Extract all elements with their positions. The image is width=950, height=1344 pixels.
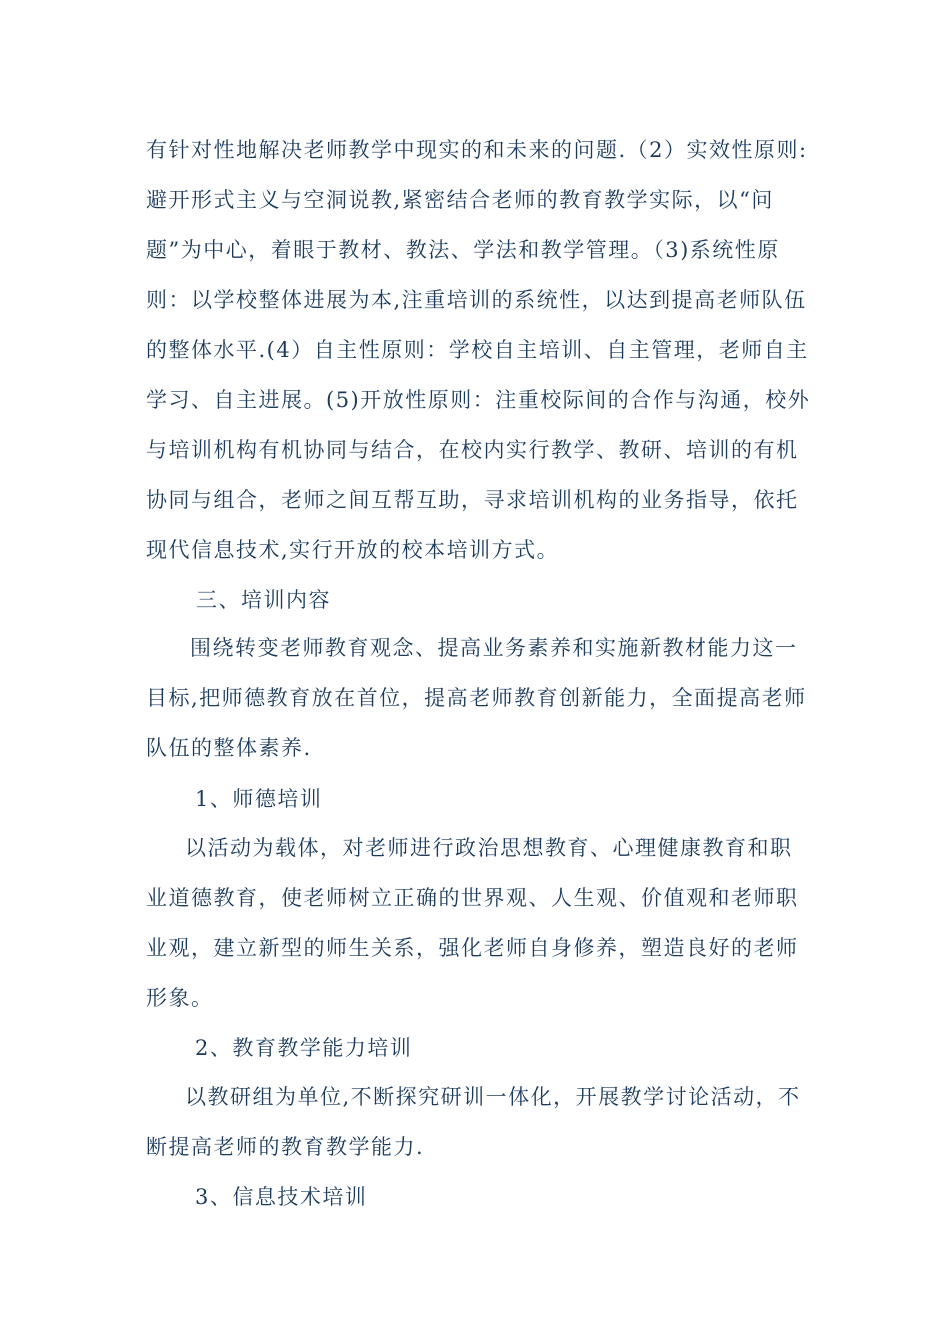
body-text-line: 学习、自主进展。(5)开放性原则：注重校际间的合作与沟通，校外	[146, 388, 811, 412]
body-text-line: 围绕转变老师教育观念、提高业务素养和实施新教材能力这一	[190, 636, 798, 660]
body-text-line: 现代信息技术,实行开放的校本培训方式。	[146, 538, 560, 562]
subsection-heading: 3、信息技术培训	[195, 1185, 368, 1209]
body-text-line: 协同与组合，老师之间互帮互助，寻求培训机构的业务指导，依托	[146, 488, 799, 512]
body-text-line: 与培训机构有机协同与结合，在校内实行教学、教研、培训的有机	[146, 438, 799, 462]
subsection-heading: 2、教育教学能力培训	[195, 1036, 413, 1060]
body-text-line: 断提高老师的教育教学能力.	[146, 1135, 425, 1159]
body-text-line: 的整体水平.(4）自主性原则：学校自主培训、自主管理，老师自主	[146, 338, 809, 362]
section-heading: 三、培训内容	[196, 588, 331, 612]
body-text-line: 有针对性地解决老师教学中现实的和未来的问题.（2）实效性原则:	[146, 138, 808, 162]
body-text-line: 形象。	[146, 986, 214, 1010]
body-text-line: 业观，建立新型的师生关系，强化老师自身修养，塑造良好的老师	[146, 936, 799, 960]
body-text-line: 队伍的整体素养.	[146, 736, 312, 760]
subsection-heading: 1、师德培训	[195, 787, 323, 811]
body-text-line: 题”为中心，着眼于教材、教法、学法和教学管理。（3)系统性原	[146, 238, 780, 262]
body-text-line: 以教研组为单位,不断探究研训一体化，开展教学讨论活动，不	[185, 1085, 801, 1109]
body-text-line: 则：以学校整体进展为本,注重培训的系统性，以达到提高老师队伍	[146, 288, 807, 312]
body-text-line: 目标,把师德教育放在首位，提高老师教育创新能力，全面提高老师	[146, 686, 807, 710]
body-text-line: 避开形式主义与空洞说教,紧密结合老师的教育教学实际，以“问	[146, 188, 774, 212]
body-text-line: 以活动为载体，对老师进行政治思想教育、心理健康教育和职	[185, 836, 793, 860]
body-text-line: 业道德教育，使老师树立正确的世界观、人生观、价值观和老师职	[146, 886, 799, 910]
